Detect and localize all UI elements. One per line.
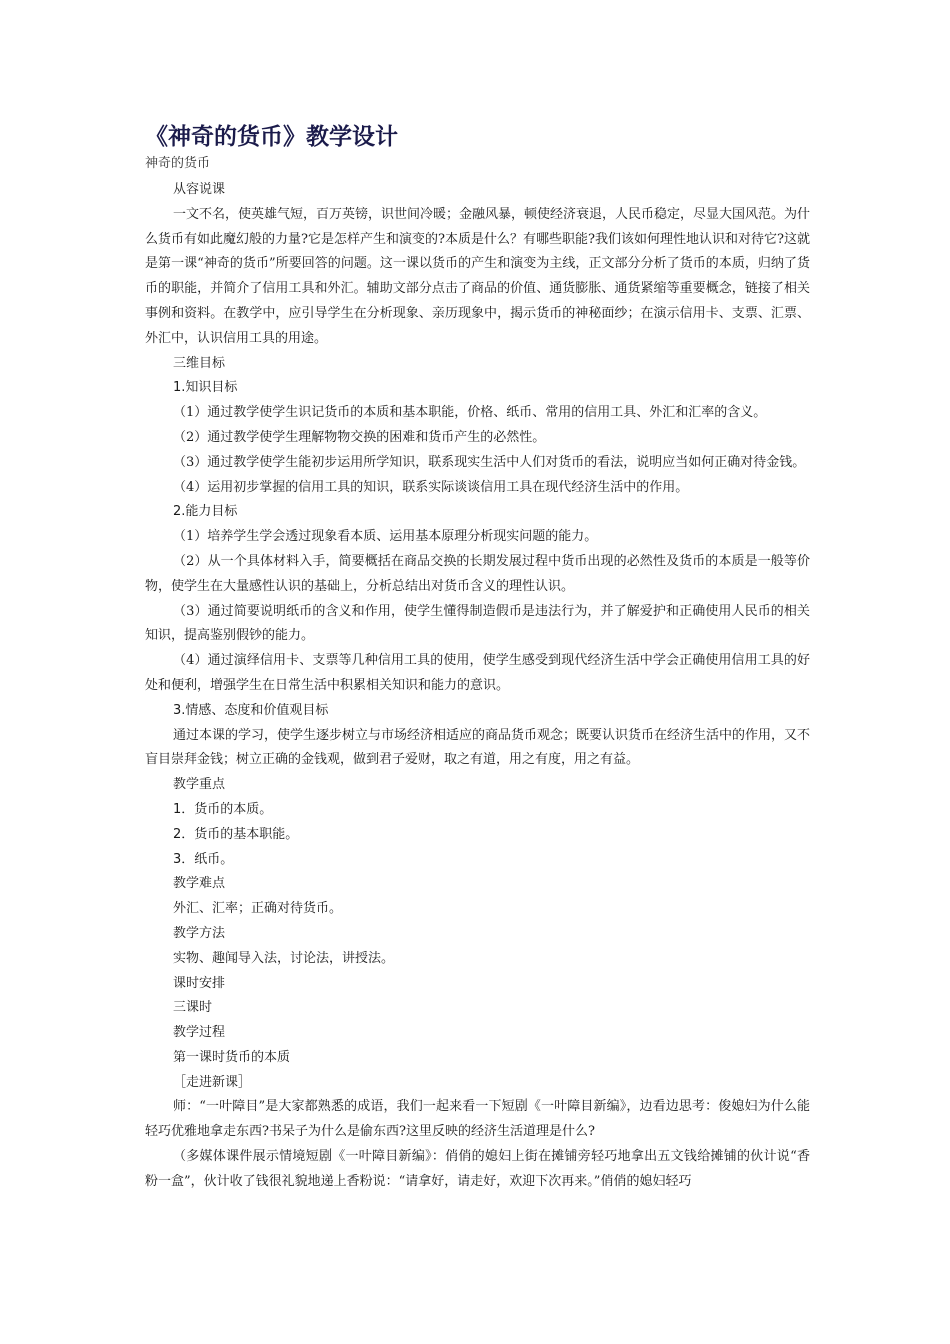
document-page xyxy=(145,120,810,1195)
section-heading: 教学过程 xyxy=(173,1025,226,1041)
paragraph: （2）从一个具体材料入手，简要概括在商品交换的长期发展过程中货币出现的必然性及货币的本质是一般等价物，使学生在大量感性认识的基础上，分析总结出对货币含义的理性认识。 xyxy=(145,553,810,594)
paragraph: （4）通过演绎信用卡、支票等几种信用工具的使用，使学生感受到现代经济生活中学会正确使用信用工具的好处和便利，增强学生在日常生活中积累相关知识和能力的意识。 xyxy=(145,653,810,693)
section-heading: 外汇、汇率；正确对待货币。 xyxy=(173,901,343,917)
paragraph: （1）通过教学使学生识记货币的本质和基本职能，价格、纸币、常用的信用工具、外汇和汇率的含义。 xyxy=(173,405,767,421)
section-heading: 三课时 xyxy=(173,1000,213,1016)
section-heading: 教学重点 xyxy=(173,777,226,793)
paragraph: （4）运用初步掌握的信用工具的知识，联系实际谈谈信用工具在现代经济生活中的作用。 xyxy=(173,479,689,495)
section-heading: 第一课时货币的本质 xyxy=(173,1049,291,1065)
section-heading: 3．纸币。 xyxy=(173,851,234,867)
paragraph: （3）通过教学使学生能初步运用所学知识，联系现实生活中人们对货币的看法，说明应当如何正确对待金钱。 xyxy=(173,454,806,470)
section-heading: 2.能力目标 xyxy=(173,504,238,520)
section-heading: 教学方法 xyxy=(173,925,226,941)
section-heading: 三维目标 xyxy=(173,355,226,371)
section-heading: 2．货币的基本职能。 xyxy=(173,826,299,842)
paragraph: 通过本课的学习，使学生逐步树立与市场经济相适应的商品货币观念；既要认识货币在经济生活中的作用，又不盲目崇拜金钱；树立正确的金钱观，做到君子爱财，取之有道，用之有度，用之有益。 xyxy=(145,727,811,768)
paragraph: 师：“一叶障目”是大家都熟悉的成语，我们一起来看一下短剧《一叶障目新编》，边看边思考：俊媳妇为什么能轻巧优雅地拿走东西?书呆子为什么是偷东西?这里反映的经济生活道理是什么? xyxy=(145,1099,810,1140)
section-heading: 从容说课 xyxy=(173,182,226,197)
paragraph: （1）培养学生学会透过现象看本质、运用基本原理分析现实问题的能力。 xyxy=(173,529,598,545)
document-subtitle: 神奇的货币 xyxy=(145,156,211,171)
section-heading: 教学难点 xyxy=(173,876,226,892)
section-heading: 课时安排 xyxy=(173,975,226,991)
section-heading: 实物、趣闻导入法，讨论法，讲授法。 xyxy=(173,950,395,966)
section-heading: 1．货币的本质。 xyxy=(173,801,273,817)
document-title: 《神奇的货币》教学设计 xyxy=(145,124,398,150)
document-body xyxy=(145,178,810,1195)
paragraph: （多媒体课件展示情境短剧《一叶障目新编》：俏俏的媳妇上街在摊铺旁轻巧地拿出五文钱给摊铺的伙计说“香粉一盒”，伙计收了钱很礼貌地递上香粉说：“请拿好，请走好，欢迎下次再来。”俏俏的媳妇轻巧 xyxy=(145,1149,810,1189)
section-heading: 3.情感、态度和价值观目标 xyxy=(173,702,329,718)
paragraph: （2）通过教学使学生理解物物交换的困难和货币产生的必然性。 xyxy=(173,429,546,445)
section-heading: ［走进新课］ xyxy=(173,1074,252,1090)
section-heading: 1.知识目标 xyxy=(173,380,238,396)
paragraph: 一文不名，使英雄气短，百万英镑，识世间冷暖；金融风暴，顿使经济衰退，人民币稳定，尽显大国风范。为什么货币有如此魔幻般的力量?它是怎样产生和演变的?本质是什么？有哪些职能?我们该如何理性地认识和对待它?这就是第一课“神奇的货币”所要回答的问题。这一课以货币的产生和演变为主线，正文部分分析了货币的本质，归纳了货币的职能，并简介了信用工具和外汇。辅助文部分点击了商品的价值、通货膨胀、通货紧缩等重要概念，链接了相关事例和资料。在教学中，应引导学生在分析现象、亲历现象中，揭示货币的神秘面纱；在演示信用卡、支票、汇票、外汇中，认识信用工具的用途。 xyxy=(145,206,811,346)
paragraph: （3）通过简要说明纸币的含义和作用，使学生懂得制造假币是违法行为，并了解爱护和正确使用人民币的相关知识，提高鉴别假钞的能力。 xyxy=(145,603,810,644)
